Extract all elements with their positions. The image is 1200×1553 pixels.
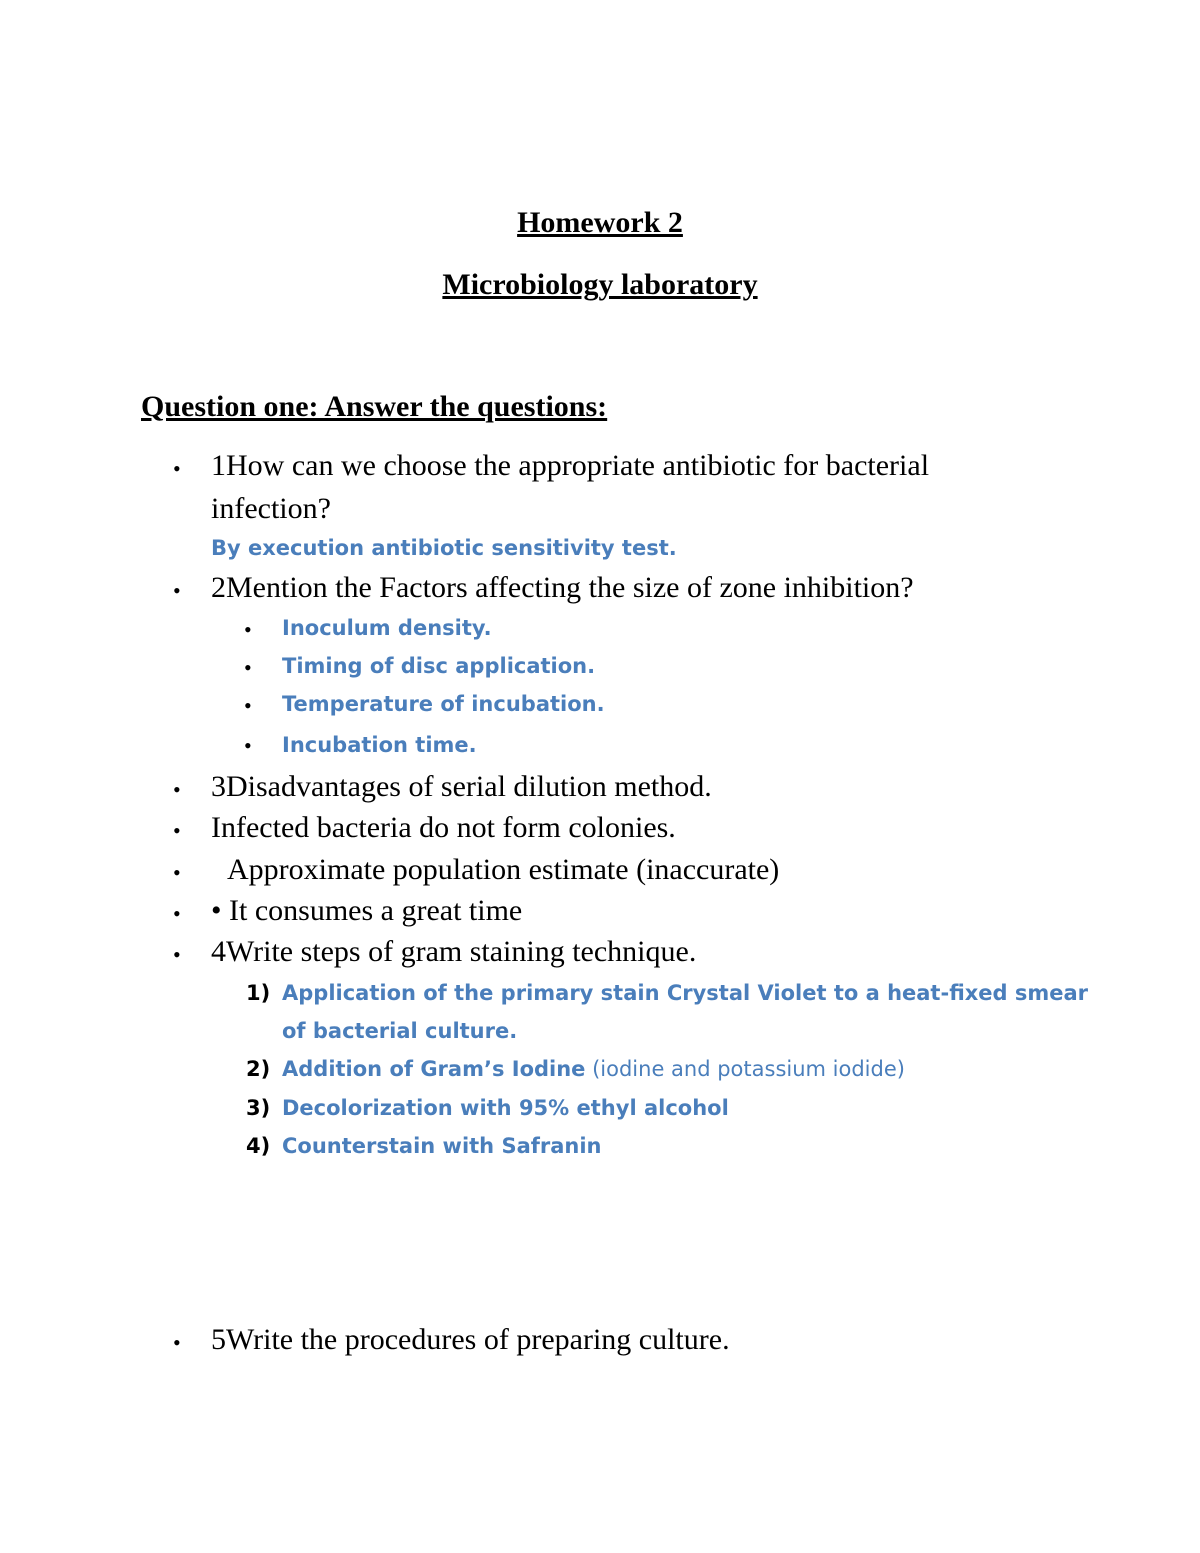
bullet-icon: •: [173, 860, 181, 885]
q1-question-line1: 1How can we choose the appropriate antibiotic for bacterial: [211, 449, 930, 482]
q2-answer-item: Inoculum density.: [282, 616, 492, 640]
document-subtitle: Microbiology laboratory: [442, 268, 758, 301]
bullet-icon: •: [244, 733, 252, 758]
bullet-icon: •: [244, 617, 252, 642]
question-heading: Question one: Answer the questions:: [141, 390, 608, 423]
q4-step-bold: Addition of Gram’s Iodine: [282, 1057, 586, 1081]
q3-question: 3Disadvantages of serial dilution method.: [211, 770, 712, 803]
q2-question: 2Mention the Factors affecting the size of zone inhibition?: [211, 571, 914, 604]
q3-point: Infected bacteria do not form colonies.: [211, 811, 676, 844]
q4-step-normal: (iodine and potassium iodide): [585, 1057, 905, 1081]
step-number: 2): [246, 1057, 271, 1081]
q3-point: Approximate population estimate (inaccurate): [227, 853, 780, 886]
step-number: 4): [246, 1134, 271, 1158]
q1-question-line2: infection?: [211, 492, 331, 525]
q1-answer: By execution antibiotic sensitivity test.: [211, 536, 677, 560]
bullet-icon: •: [244, 655, 252, 680]
q2-answer-item: Temperature of incubation.: [282, 692, 605, 716]
bullet-icon: •: [244, 693, 252, 718]
q4-step: [282, 1059, 905, 1080]
step-number: 1): [246, 981, 271, 1005]
q4-question: 4Write steps of gram staining technique.: [211, 935, 697, 968]
q4-step: Counterstain with Safranin: [282, 1134, 602, 1158]
step-number: 3): [246, 1096, 271, 1120]
bullet-icon: •: [173, 578, 181, 603]
q4-step-line2: of bacterial culture.: [282, 1019, 518, 1043]
q4-step: Decolorization with 95% ethyl alcohol: [282, 1096, 729, 1120]
bullet-icon: •: [173, 942, 181, 967]
document-title: Homework 2: [517, 206, 683, 239]
q5-question: 5Write the procedures of preparing culture.: [211, 1323, 730, 1356]
bullet-icon: •: [173, 777, 181, 802]
q3-point: • It consumes a great time: [211, 894, 523, 927]
q4-step-line1: Application of the primary stain Crystal Violet to a heat-fixed smear: [282, 981, 1089, 1005]
bullet-icon: •: [173, 1330, 181, 1355]
bullet-icon: •: [173, 456, 181, 481]
q2-answer-item: Timing of disc application.: [282, 654, 596, 678]
bullet-icon: •: [173, 818, 181, 843]
bullet-icon: •: [173, 901, 181, 926]
q2-answer-item: Incubation time.: [282, 733, 477, 757]
